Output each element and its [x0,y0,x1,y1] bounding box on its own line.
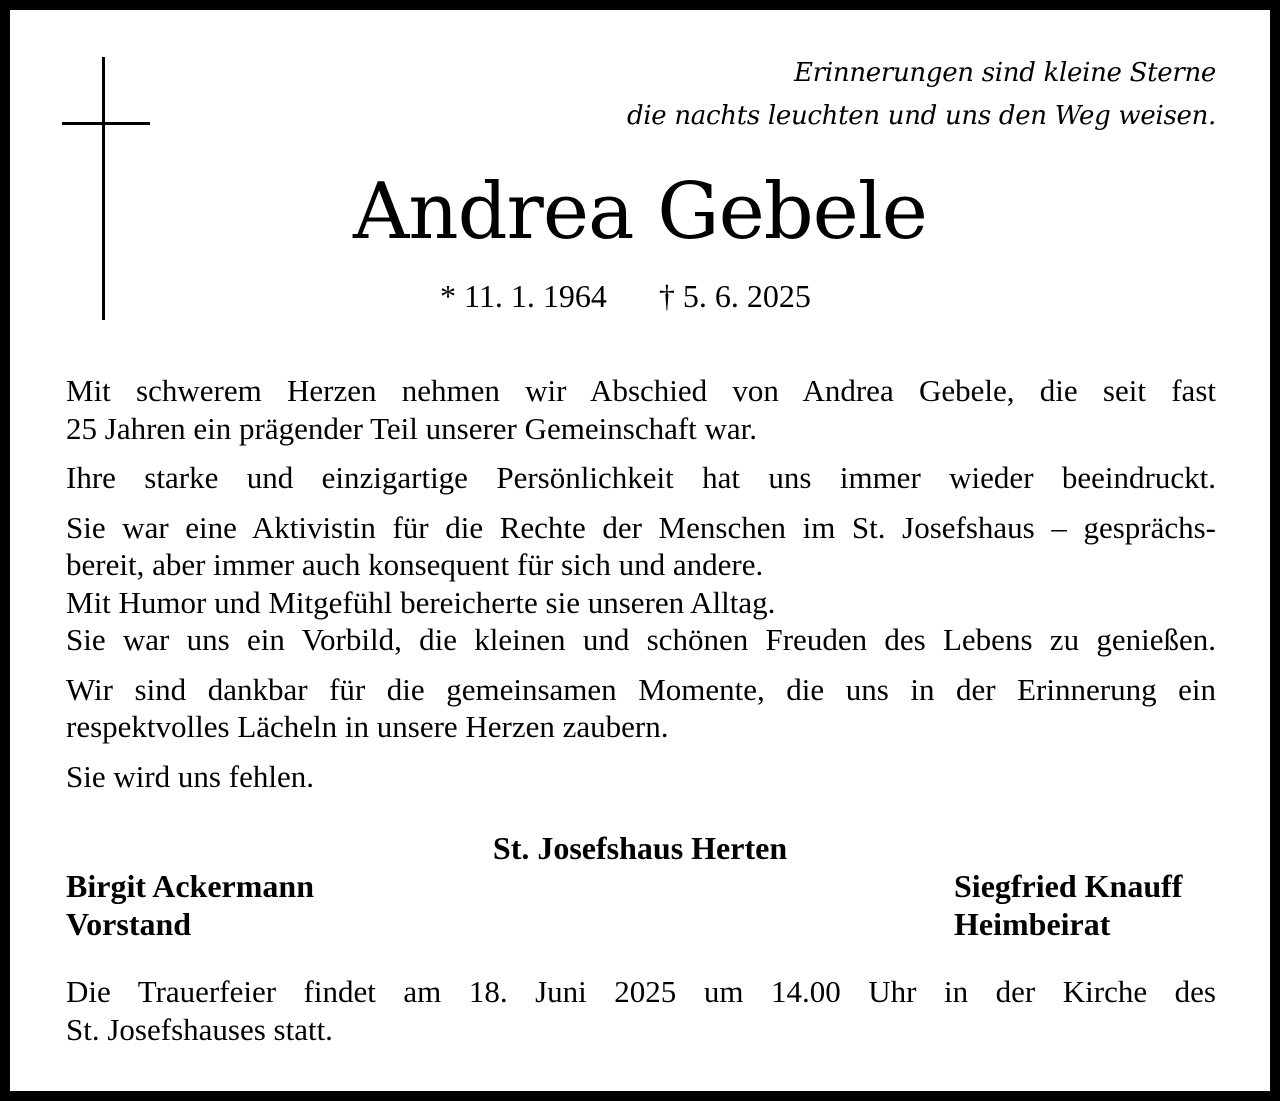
paragraph-1-line-1: Mit schwerem Herzen nehmen wir Abschied von Andrea Gebele, die seit fast [66,373,1216,408]
signatory-left-role: Vorstand [66,906,192,942]
deceased-name: Andrea Gebele [353,167,927,257]
paragraph-3-line-2: bereit, aber immer auch konsequent für sich und andere. [66,547,764,582]
organization-name: St. Josefshaus Herten [492,830,788,866]
paragraph-2 [66,459,1216,497]
paragraph-3-line-3: Mit Humor und Mitgefühl bereicherte sie unseren Alltag. [66,584,776,620]
life-dates [440,276,811,316]
paragraph-2-line-1: Ihre starke und einzigartige Persönlichkeit hat uns immer wieder beeindruckt. [66,460,1216,495]
funeral-line-1: Die Trauerfeier findet am 18. Juni 2025 um 14.00 Uhr in der Kirche des [66,974,1216,1009]
motto-line-1: Erinnerungen sind kleine Sterne [794,58,1216,88]
signatory-right-role: Heimbeirat [954,906,1111,942]
paragraph-5-line-1: Sie wird uns fehlen. [66,758,314,794]
birth-date: * 11. 1. 1964 [440,278,607,314]
signatory-left-name: Birgit Ackermann [66,868,314,904]
paragraph-4 [66,671,1216,746]
signatory-right-name: Siegfried Knauff [954,868,1183,904]
cross-horizontal-bar [62,122,150,125]
motto-line-2: die nachts leuchten und uns den Weg weisen. [626,101,1216,131]
paragraph-3 [66,509,1216,659]
obituary-body [66,372,1216,807]
paragraph-3-line-1: Sie war eine Aktivistin für die Rechte der Menschen im St. Josefshaus – gesprächs- [66,509,1216,545]
paragraph-4-line-2: respektvolles Lächeln in unsere Herzen zaubern. [66,709,669,744]
funeral-line-2: St. Josefshauses statt. [66,1011,333,1047]
motto-quote [627,52,1216,138]
paragraph-4-line-1: Wir sind dankbar für die gemeinsamen Momente, die uns in der Erinnerung ein [66,671,1216,707]
paragraph-1 [66,372,1216,447]
paragraph-1-line-2: 25 Jahren ein prägender Teil unserer Gemeinschaft war. [66,410,758,446]
signatory-left [66,867,314,943]
death-date: † 5. 6. 2025 [658,278,811,314]
paragraph-5 [66,758,1216,796]
funeral-notice [66,973,1216,1048]
paragraph-3-line-4: Sie war uns ein Vorbild, die kleinen und schönen Freuden des Lebens zu genießen. [66,622,1216,657]
signatory-right [954,867,1182,943]
